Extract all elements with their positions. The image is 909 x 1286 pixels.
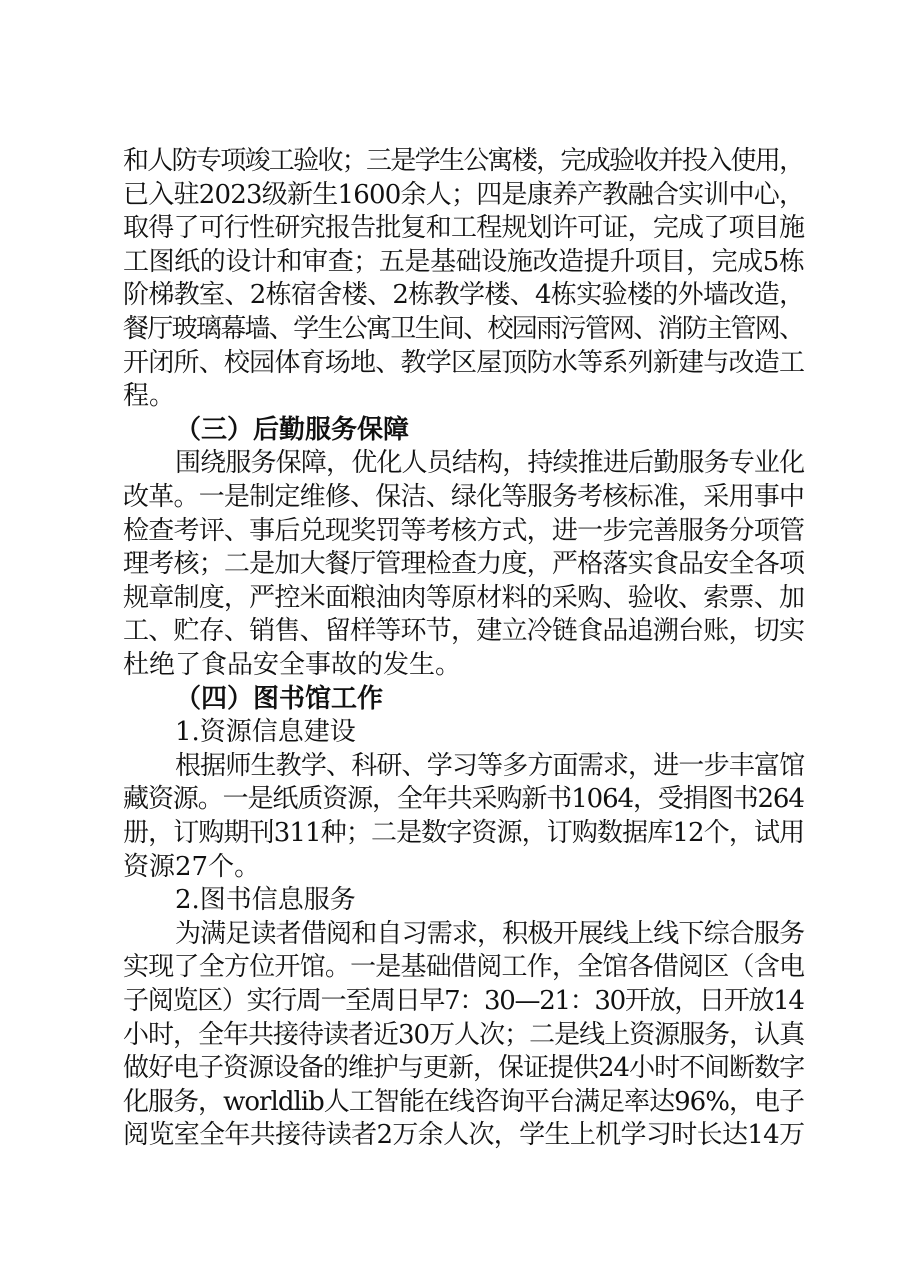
body-text-line: 阅览室全年共接待读者2万余人次，学生上机学习时长达14万 — [123, 1120, 805, 1151]
body-text-line: 册，订购期刊311种；二是数字资源，订购数据库12个，试用 — [123, 818, 805, 848]
section-heading: （四）图书馆工作 — [175, 683, 384, 714]
body-text-line: 取得了可行性研究报告批复和工程规划许可证，完成了项目施 — [123, 213, 805, 244]
body-text-line: 根据师生教学、科研、学习等多方面需求，进一步丰富馆 — [175, 750, 805, 781]
subsection-heading: 2.图书信息服务 — [175, 885, 356, 916]
body-text-line: 已入驻2023级新生1600余人；四是康养产教融合实训中心， — [123, 179, 805, 210]
body-text-line: 检查考评、事后兑现奖罚等考核方式，进一步完善服务分项管 — [123, 515, 805, 546]
body-text-line: 工、贮存、销售、留样等环节，建立冷链食品追溯台账，切实 — [123, 616, 805, 647]
body-text-line: 阶梯教室、2栋宿舍楼、2栋教学楼、4栋实验楼的外墙改造， — [123, 280, 805, 311]
body-text-line: 工图纸的设计和审查；五是基础设施改造提升项目，完成5栋 — [123, 246, 805, 277]
body-text-line: 改革。一是制定维修、保洁、绿化等服务考核标准，采用事中 — [123, 482, 805, 512]
body-text-line: 化服务，worldlib人工智能在线咨询平台满足率达96%，电子 — [123, 1086, 805, 1117]
body-text-line: 理考核；二是加大餐厅管理检查力度，严格落实食品安全各项 — [123, 549, 805, 580]
body-text-line: 为满足读者借阅和自习需求，积极开展线上线下综合服务 — [175, 918, 805, 949]
body-text-line: 实现了全方位开馆。一是基础借阅工作，全馆各借阅区（含电 — [123, 952, 805, 983]
section-heading: （三）后勤服务保障 — [175, 414, 410, 445]
body-text-line: 围绕服务保障，优化人员结构，持续推进后勤服务专业化 — [175, 448, 805, 479]
body-text-line: 藏资源。一是纸质资源，全年共采购新书1064，受捐图书264 — [123, 784, 804, 815]
body-text-line: 做好电子资源设备的维护与更新，保证提供24小时不间断数字 — [123, 1053, 805, 1084]
body-text-line: 资源27个。 — [123, 851, 261, 882]
body-text-line: 程。 — [123, 381, 176, 412]
body-text-line: 杜绝了食品安全事故的发生。 — [123, 650, 462, 680]
body-text-line: 小时，全年共接待读者近30万人次；二是线上资源服务，认真 — [123, 1019, 805, 1050]
body-text-line: 和人防专项竣工验收；三是学生公寓楼，完成验收并投入使用， — [123, 146, 804, 176]
body-text-line: 规章制度，严控米面粮油肉等原材料的采购、验收、索票、加 — [123, 582, 805, 613]
subsection-heading: 1.资源信息建设 — [175, 717, 356, 748]
body-text-line: 开闭所、校园体育场地、教学区屋顶防水等系列新建与改造工 — [123, 347, 805, 378]
body-text-line: 子阅览区）实行周一至周日早7：30—21：30开放，日开放14 — [123, 986, 804, 1016]
body-text-line: 餐厅玻璃幕墙、学生公寓卫生间、校园雨污管网、消防主管网、 — [123, 314, 804, 344]
